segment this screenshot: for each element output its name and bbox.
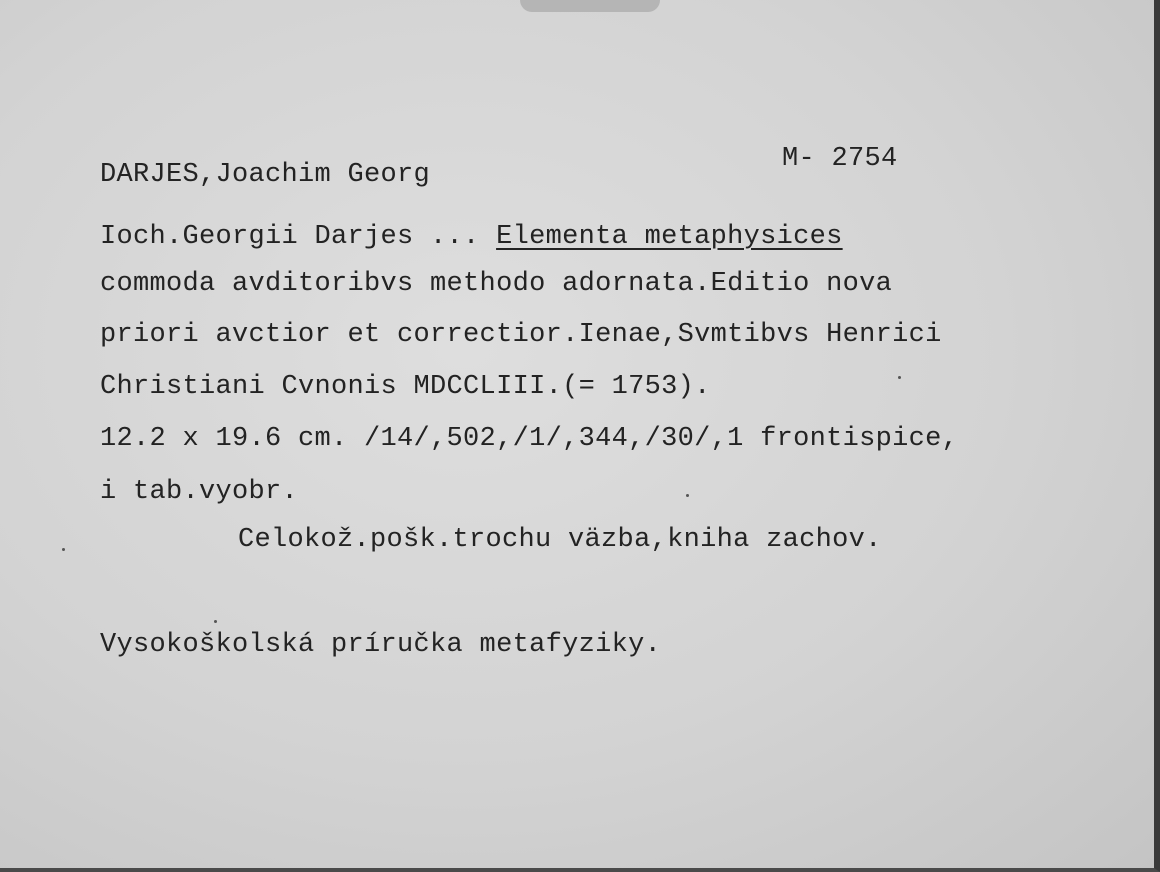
- paper-speck: [62, 548, 65, 551]
- card-top-tear: [520, 0, 660, 12]
- collation-line-2: i tab.vyobr.: [100, 477, 299, 507]
- subject-note: Vysokoškolská príručka metafyziky.: [100, 630, 662, 660]
- paper-speck: [214, 620, 217, 623]
- title-line-4: Christiani Cvnonis MDCCLIII.(= 1753).: [100, 372, 711, 402]
- collation-line-1: 12.2 x 19.6 cm. /14/,502,/1/,344,/30/,1 frontispice,: [100, 424, 959, 454]
- condition-note: Celokož.pošk.trochu väzba,kniha zachov.: [238, 525, 882, 555]
- title-line-1: [100, 224, 843, 251]
- title-proper: Elementa metaphysices: [496, 222, 843, 252]
- title-line-3: priori avctior et correctior.Ienae,Svmtibvs Henrici: [100, 320, 942, 350]
- title-line-1-prefix: Ioch.Georgii Darjes ...: [100, 222, 497, 252]
- heading-author: DARJES,Joachim Georg: [100, 160, 431, 190]
- title-line-2: commoda avditoribvs methodo adornata.Editio nova: [100, 269, 893, 299]
- call-number: M- 2754: [782, 144, 898, 174]
- paper-speck: [686, 494, 689, 497]
- paper-speck: [898, 376, 901, 379]
